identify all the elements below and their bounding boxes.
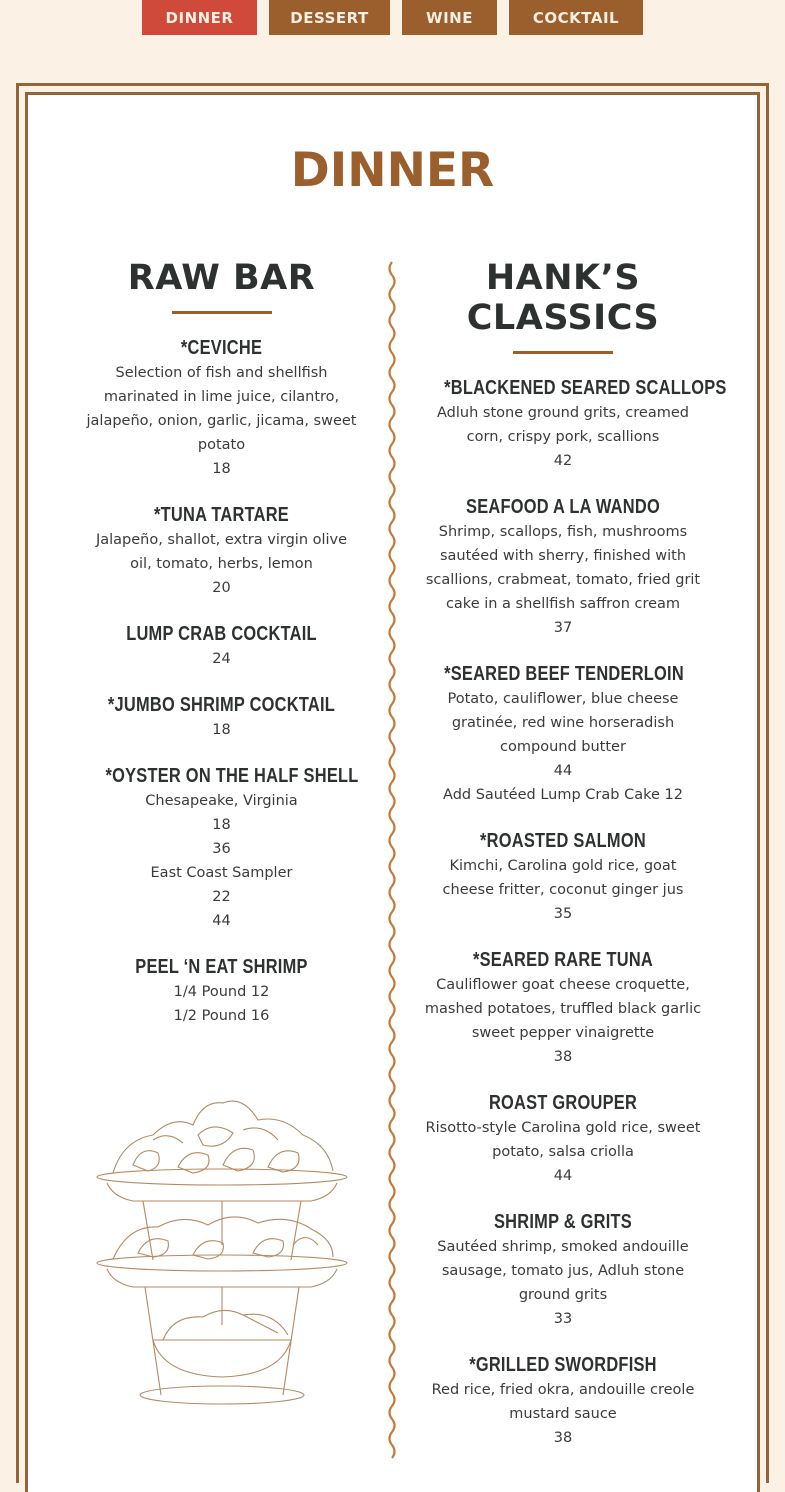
menu-item-name: *SEARED BEEF TENDERLOIN [444, 663, 684, 685]
menu-item-name: PEEL ‘N EAT SHRIMP [135, 956, 308, 978]
menu-item-price: 20 [212, 580, 231, 596]
menu-tabs [0, 0, 785, 35]
menu-item-description: potato, salsa criolla [492, 1144, 634, 1160]
menu-item-description: Risotto-style Carolina gold rice, sweet [425, 1120, 701, 1136]
section-title-raw-bar: RAW BAR [127, 258, 316, 298]
menu-item-description: Potato, cauliflower, blue cheese [447, 691, 679, 707]
menu-item-description: mashed potatoes, truffled black garlic [424, 1001, 702, 1017]
menu-item [418, 375, 727, 473]
menu-item-price: 18 [212, 722, 231, 738]
menu-item [80, 763, 363, 933]
menu-item-name: *ROASTED SALMON [480, 830, 646, 852]
seafood-tower-illustration [93, 1095, 351, 1435]
menu-item-description: Shrimp, scallops, fish, mushrooms [438, 524, 688, 540]
menu-item-description: gratinée, red wine horseradish [451, 715, 675, 731]
hanks-classics-section [418, 258, 727, 1450]
menu-item-price: 18 [212, 461, 231, 477]
tab-cocktail[interactable]: COCKTAIL [509, 0, 643, 35]
menu-item-price: 38 [553, 1430, 573, 1446]
menu-item-description: cake in a shellfish saffron cream [445, 596, 681, 612]
menu-item-description: marinated in lime juice, cilantro, [103, 389, 340, 405]
menu-item [80, 502, 363, 600]
menu-item [80, 954, 363, 1028]
menu-item-price: 44 [212, 913, 231, 929]
menu-item [418, 947, 708, 1069]
menu-item-description: Selection of fish and shellfish [115, 365, 328, 381]
menu-item-price: 44 [553, 1168, 573, 1184]
menu-item-description: Red rice, fried okra, andouille creole [431, 1382, 695, 1398]
menu-item [418, 1090, 708, 1188]
menu-item-name: *BLACKENED SEARED SCALLOPS [444, 377, 727, 399]
menu-item-name: LUMP CRAB COCKTAIL [126, 623, 317, 645]
menu-item-price: 44 [553, 763, 573, 779]
menu-item-description: sweet pepper vinaigrette [471, 1025, 655, 1041]
menu-item [418, 661, 708, 807]
raw-bar-section [80, 258, 363, 1028]
menu-item-description: corn, crispy pork, scallions [466, 429, 660, 445]
menu-item-description: Chesapeake, Virginia [145, 793, 298, 809]
menu-item-name: *SEARED RARE TUNA [472, 949, 654, 971]
menu-item-name: *TUNA TARTARE [154, 504, 289, 526]
menu-item-description: 1/2 Pound 16 [173, 1008, 270, 1024]
menu-item [418, 1209, 708, 1331]
menu-item-description: Adluh stone ground grits, creamed [437, 405, 689, 421]
menu-item [418, 828, 708, 926]
menu-item-name: *GRILLED SWORDFISH [469, 1354, 657, 1376]
tab-dessert[interactable]: DESSERT [269, 0, 390, 35]
menu-item-description: sautéed with sherry, finished with [439, 548, 687, 564]
menu-item [418, 1352, 708, 1450]
menu-item-price: 35 [553, 906, 573, 922]
menu-item-description: cheese fritter, coconut ginger jus [442, 882, 684, 898]
menu-item-description: potato [197, 437, 246, 453]
menu-item-description: Jalapeño, shallot, extra virgin olive [95, 532, 348, 548]
menu-item [80, 335, 363, 481]
menu-item [80, 692, 363, 742]
menu-item-price: 38 [553, 1049, 573, 1065]
menu-item-name: *OYSTER ON THE HALF SHELL [105, 765, 359, 787]
menu-item-description: jalapeño, onion, garlic, jicama, sweet [86, 413, 357, 429]
menu-item-price: 42 [553, 453, 573, 469]
menu-item-description: Add Sautéed Lump Crab Cake 12 [443, 787, 683, 803]
section-title-line2: CLASSICS [466, 298, 660, 338]
menu-item [418, 494, 708, 640]
tab-wine[interactable]: WINE [402, 0, 497, 35]
menu-item-description: Cauliflower goat cheese croquette, [436, 977, 690, 993]
menu-item-description: scallions, crabmeat, tomato, fried grit [425, 572, 701, 588]
menu-item-price: 36 [212, 841, 231, 857]
section-title-hanks-classics [418, 258, 708, 338]
menu-item [80, 621, 363, 671]
menu-item-description: Sautéed shrimp, smoked andouille [437, 1239, 689, 1255]
tab-dinner[interactable]: DINNER [142, 0, 257, 35]
menu-item-description: compound butter [500, 739, 626, 755]
menu-item-price: 33 [553, 1311, 573, 1327]
menu-item-description: oil, tomato, herbs, lemon [130, 556, 313, 572]
menu-item-description: East Coast Sampler [150, 865, 293, 881]
menu-item-name: SHRIMP & GRITS [493, 1211, 632, 1233]
menu-item-description: 1/4 Pound 12 [173, 984, 270, 1000]
menu-item-price: 18 [212, 817, 231, 833]
section-rule [172, 311, 272, 314]
menu-item-description: ground grits [518, 1287, 608, 1303]
menu-item-description: mustard sauce [509, 1406, 617, 1422]
menu-item-name: ROAST GROUPER [488, 1092, 638, 1114]
section-title-line1: HANK’S [485, 258, 641, 298]
menu-item-name: *JUMBO SHRIMP COCKTAIL [107, 694, 336, 716]
wavy-divider-icon [384, 262, 400, 1442]
menu-item-name: SEAFOOD A LA WANDO [466, 496, 660, 518]
menu-item-description: sausage, tomato jus, Adluh stone [441, 1263, 685, 1279]
menu-item-name: *CEVICHE [180, 337, 263, 359]
menu-item-price: 37 [553, 620, 573, 636]
menu-item-price: 24 [212, 651, 231, 667]
section-rule [513, 351, 613, 354]
menu-item-description: Kimchi, Carolina gold rice, goat [449, 858, 677, 874]
page-title: DINNER [290, 143, 495, 198]
menu-item-price: 22 [212, 889, 231, 905]
